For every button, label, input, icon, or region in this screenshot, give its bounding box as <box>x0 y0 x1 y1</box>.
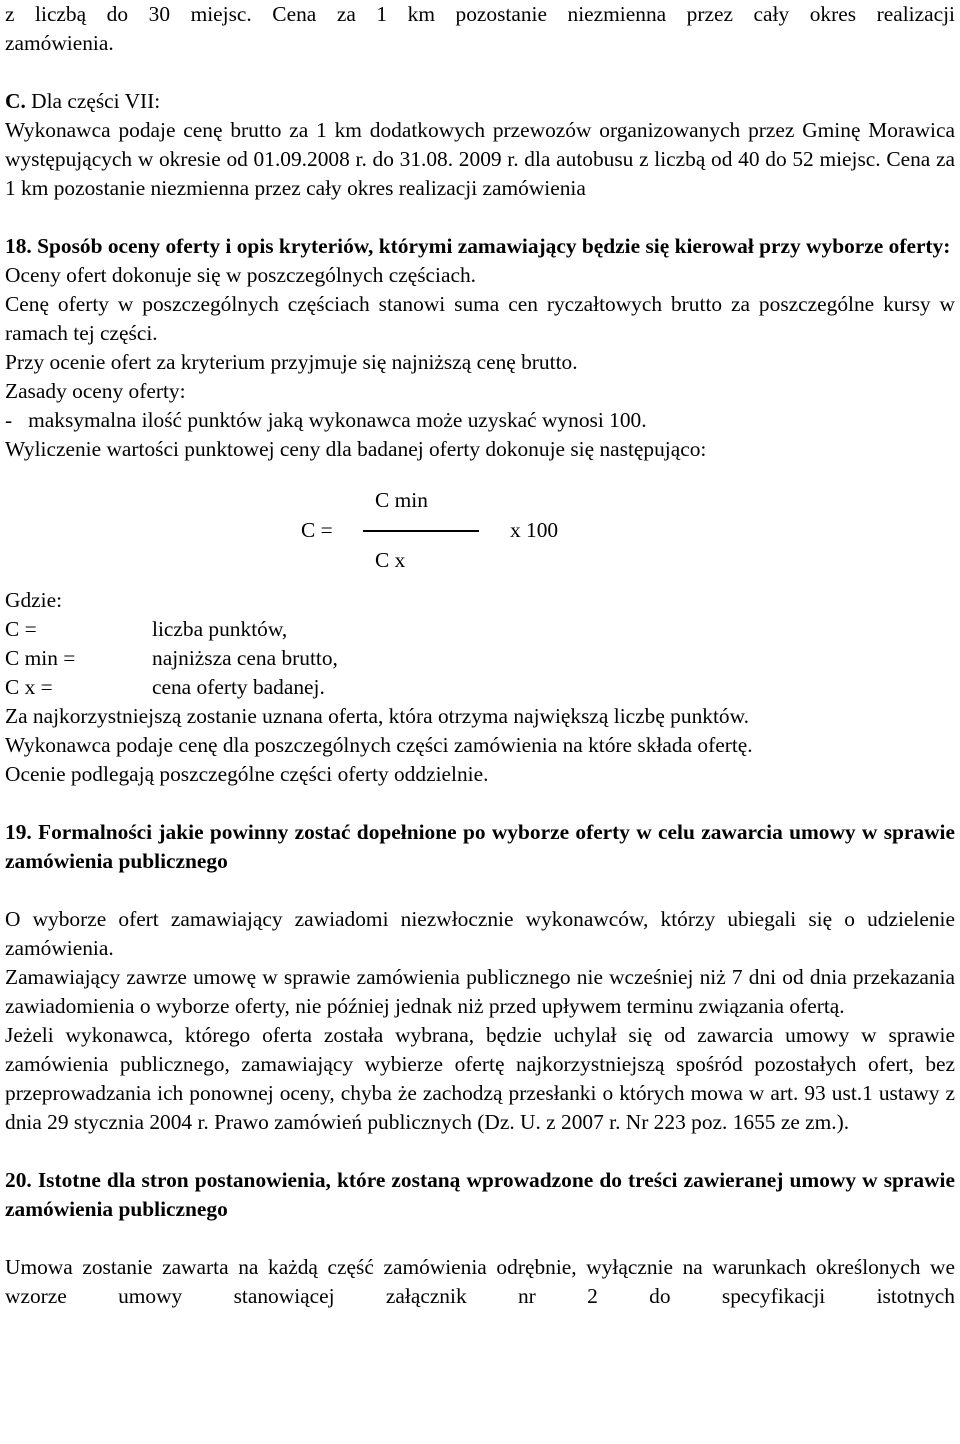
section-18-p7: Za najkorzystniejszą zostanie uznana oferta, która otrzyma największą liczbę punktów. <box>5 704 750 728</box>
section-18-p5: - maksymalna ilość punktów jaką wykonawca może uzyskać wynosi 100. <box>5 408 647 432</box>
section-19-p3: Jeżeli wykonawca, którego oferta została wybrana, będzie uchylał się od zawarcia umowy w sprawie zamówienia publicznego, zamawiający wybierze ofertę najkorzystniejszą spośród pozostałych ofert, bez przeprowadzania ich ponownej oceny, chyba że zachodzą przesłanki o których mowa w art. 93 ust.1 ustawy z dnia 29 stycznia 2004 r. Prawo zamówień publicznych (Dz. U. z 2007 r. Nr 223 poz. 1655 ze zm.). <box>5 1023 955 1134</box>
section-18-p1: Oceny ofert dokonuje się w poszczególnych częściach. <box>5 263 476 287</box>
definition-row <box>5 615 955 644</box>
definitions-list <box>5 615 955 702</box>
formula-denominator: C x <box>375 548 406 572</box>
section-18-p9: Ocenie podlegają poszczególne części oferty oddzielnie. <box>5 762 489 786</box>
section-19-p1: O wyborze ofert zamawiający zawiadomi niezwłocznie wykonawców, którzy ubiegali się o udzielenie zamówienia. <box>5 907 955 960</box>
definition-desc: cena oferty badanej. <box>152 675 325 699</box>
formula-fraction-bar <box>363 530 479 532</box>
section-20-heading: 20. Istotne dla stron postanowienia, które zostaną wprowadzone do treści zawieranej umowy w sprawie zamówienia publicznego <box>5 1168 955 1221</box>
section-18-p6: Wyliczenie wartości punktowej ceny dla badanej oferty dokonuje się następująco: <box>5 437 707 461</box>
part-c-label: C. <box>5 89 26 113</box>
formula-lhs: C = <box>301 518 333 542</box>
paragraph-top-line1: z liczbą do 30 miejsc. Cena za 1 km pozostanie niezmienna przez cały okres realizacji <box>5 2 955 26</box>
definition-row <box>5 644 955 673</box>
section-19-heading: 19. Formalności jakie powinny zostać dopełnione po wyborze oferty w celu zawarcia umowy w sprawie zamówienia publicznego <box>5 820 955 873</box>
part-c-heading-text: Dla części VII: <box>25 89 161 113</box>
formula-multiplier: x 100 <box>510 518 559 542</box>
section-18-p3: Przy ocenie ofert za kryterium przyjmuje się najniższą cenę brutto. <box>5 350 578 374</box>
section-18-p8: Wykonawca podaje cenę dla poszczególnych części zamówienia na które składa ofertę. <box>5 733 753 757</box>
section-18-heading: 18. Sposób oceny oferty i opis kryteriów, którymi zamawiający będzie się kierował przy wyborze oferty: <box>5 234 951 258</box>
section-18-p4: Zasady oceny oferty: <box>5 379 186 403</box>
section-18-p2: Cenę oferty w poszczególnych częściach stanowi suma cen ryczałtowych brutto za poszczególne kursy w ramach tej części. <box>5 292 955 345</box>
definition-term: C x = <box>5 675 53 699</box>
part-c-text: Wykonawca podaje cenę brutto za 1 km dodatkowych przewozów organizowanych przez Gminę Morawica występujących w okresie od 01.09.2008 r. do 31.08. 2009 r. dla autobusu z liczbą od 40 do 52 miejsc. Cena za 1 km pozostanie niezmienna przez cały okres realizacji zamówienia <box>5 118 955 200</box>
definition-desc: liczba punktów, <box>152 617 288 641</box>
definition-term: C = <box>5 617 37 641</box>
document-page <box>5 0 955 1311</box>
definition-desc: najniższa cena brutto, <box>152 646 338 670</box>
part-c-heading <box>5 87 955 116</box>
section-20-p1: Umowa zostanie zawarta na każdą część zamówienia odrębnie, wyłącznie na warunkach określonych we wzorze umowy stanowiącej załącznik nr 2 do specyfikacji istotnych <box>5 1255 955 1308</box>
paragraph-top-line2: zamówienia. <box>5 31 114 55</box>
definitions-intro: Gdzie: <box>5 588 63 612</box>
section-19-p2: Zamawiający zawrze umowę w sprawie zamówienia publicznego nie wcześniej niż 7 dni od dnia przekazania zawiadomienia o wyborze oferty, nie później jednak niż przed upływem terminu związania ofertą. <box>5 965 955 1018</box>
definition-term: C min = <box>5 646 76 670</box>
formula-numerator: C min <box>375 488 428 512</box>
score-formula <box>5 474 955 586</box>
definition-row <box>5 673 955 702</box>
